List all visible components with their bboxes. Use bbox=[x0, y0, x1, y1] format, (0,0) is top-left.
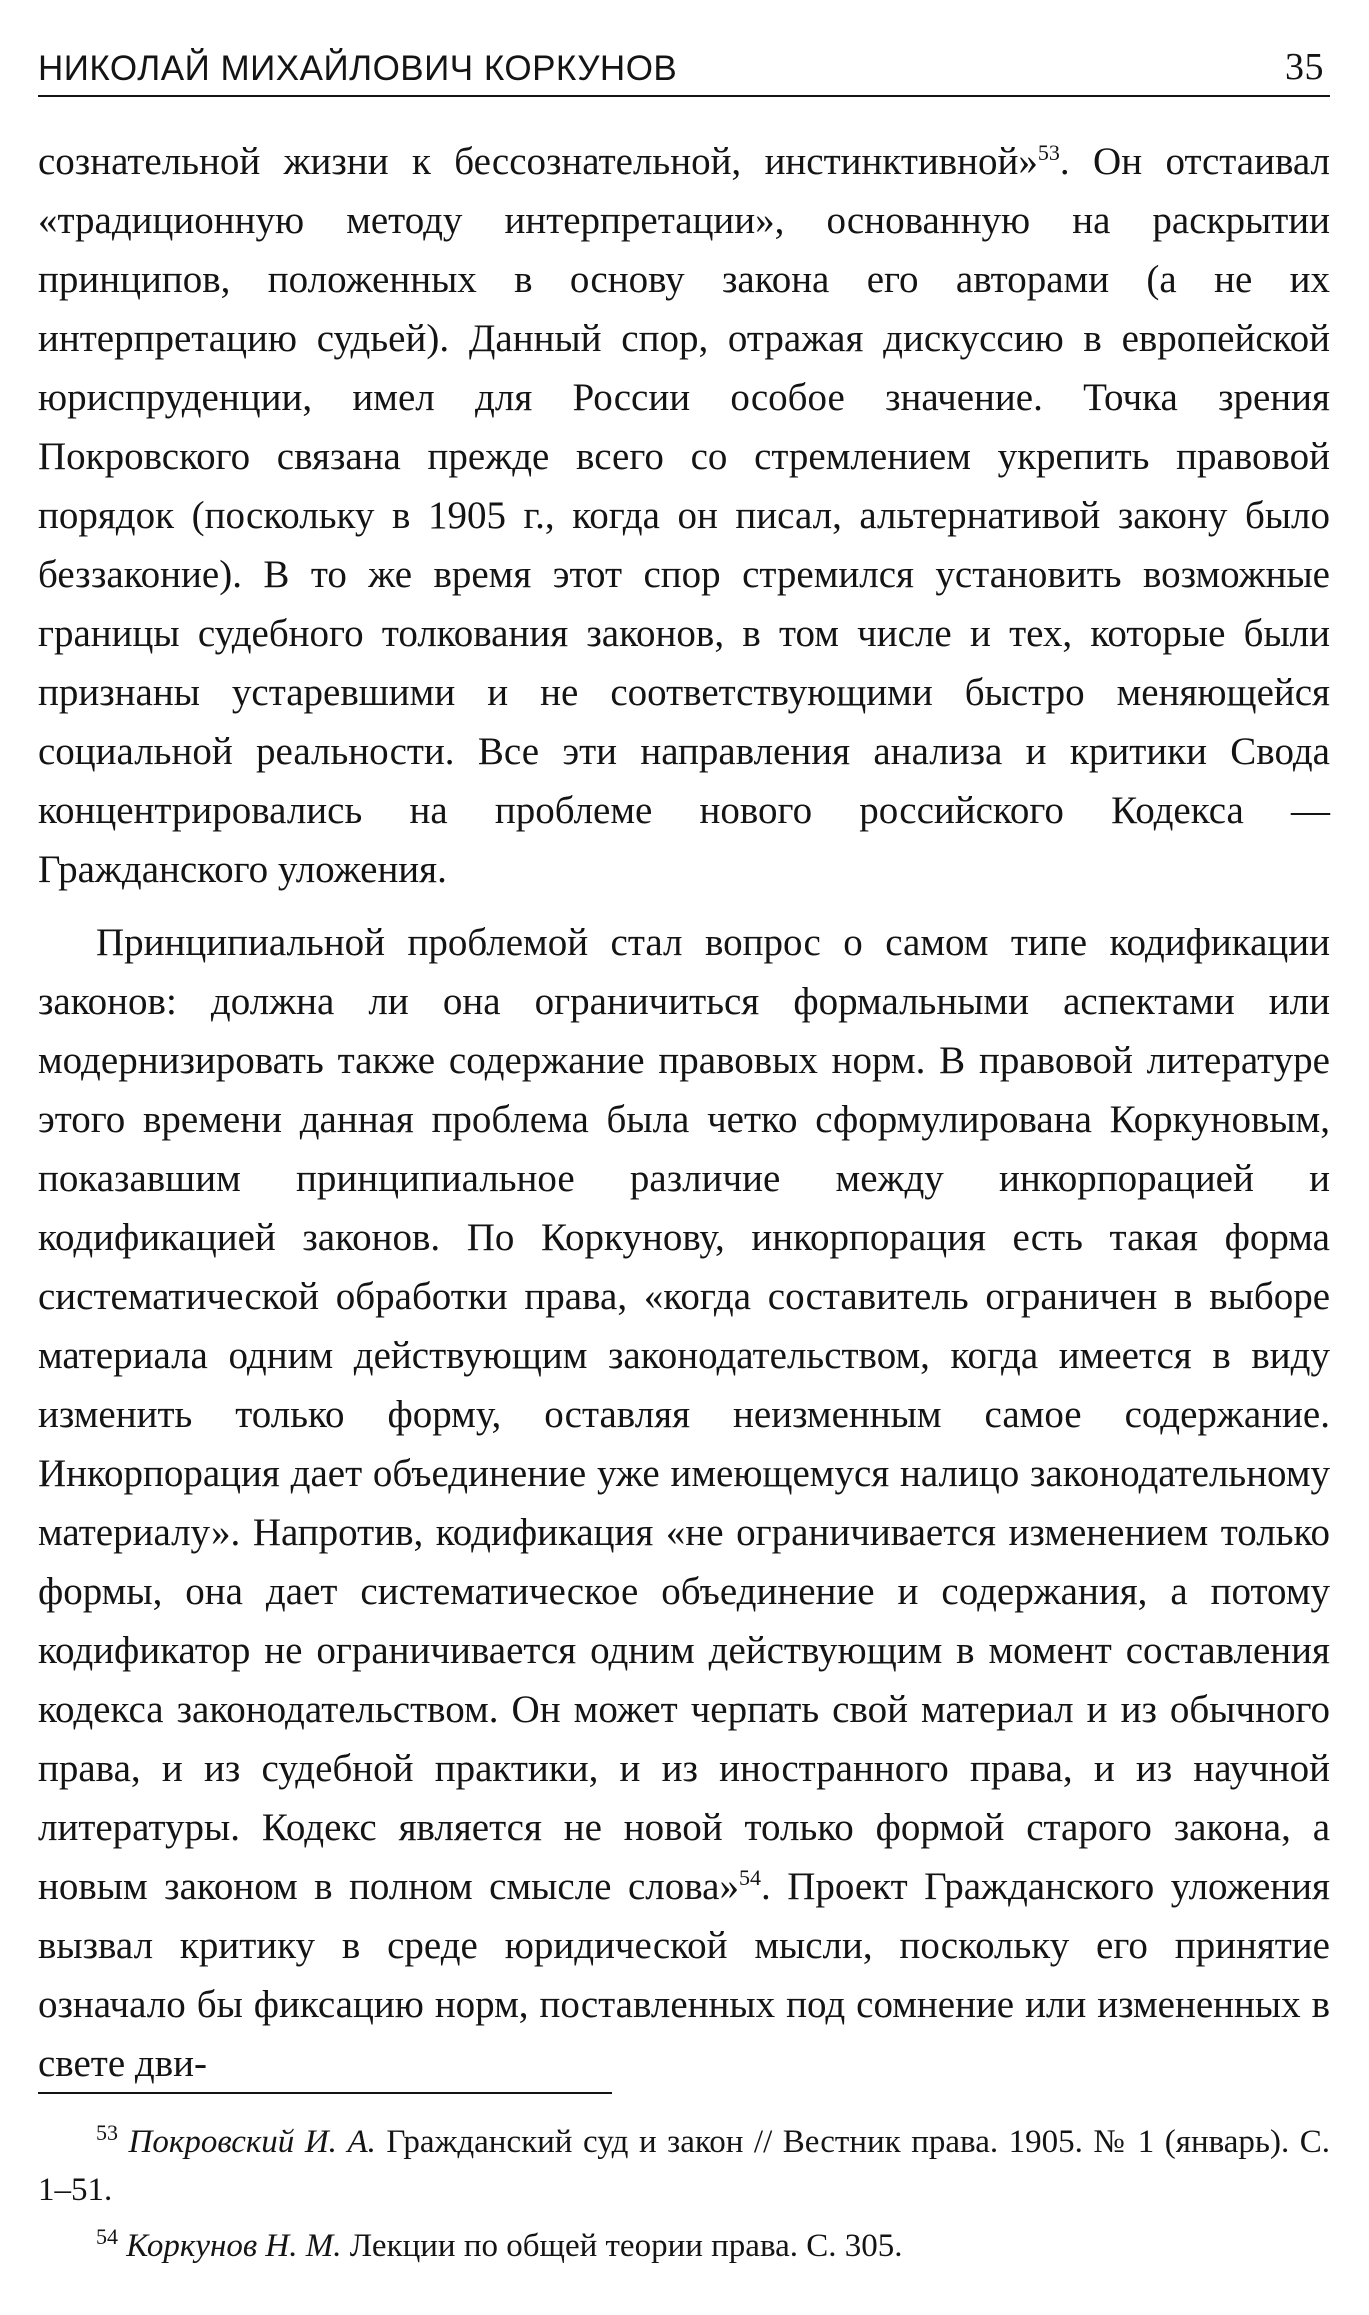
footnote-number: 54 bbox=[96, 2224, 118, 2249]
footnote-author: Покровский И. А. bbox=[128, 2124, 376, 2160]
footnote-author: Коркунов Н. М. bbox=[126, 2228, 342, 2264]
paragraph-1 bbox=[38, 132, 1330, 899]
page-number: 35 bbox=[1285, 46, 1324, 88]
paragraph-1-text-end: . Он отстаивал «традиционную методу интерпретации», основанную на раскрытии принципов, положенных в основу закона его авторами (а не их интерпретацию судьей). Данный спор, отражая дискуссию в европейской юриспруденции, имел для России особое значение. Точка зрения Покровского связана прежде всего со стремлением укрепить правовой порядок (поскольку в 1905 г., когда он писал, альтернативой закону было беззаконие). В то же время этот спор стремился установить возможные границы судебного толкования законов, в том числе и тех, которые были признаны устаревшими и не соответствующими быстро меняющейся социальной реальности. Все эти направления анализа и критики Свода концентрировались на проблеме нового российского Кодекса — Гражданского уложения. bbox=[38, 140, 1330, 891]
paragraph-2 bbox=[38, 913, 1330, 2093]
footnote-text: Гражданский суд и закон // Вестник права. 1905. № 1 (январь). С. 1–51. bbox=[38, 2124, 1331, 2208]
footnote-number: 53 bbox=[96, 2120, 118, 2145]
paragraph-2-text-end: . Проект Гражданского уложения вызвал критику в среде юридической мысли, поскольку его принятие означало бы фиксацию норм, поставленных под сомнение или измененных в свете дви- bbox=[38, 1865, 1330, 2085]
footnotes bbox=[38, 2118, 1330, 2270]
book-page bbox=[38, 0, 1330, 2315]
footnote-53 bbox=[38, 2118, 1330, 2214]
running-head bbox=[38, 30, 1330, 86]
footnote-text: Лекции по общей теории права. С. 305. bbox=[341, 2228, 903, 2264]
footnote-54 bbox=[38, 2222, 1330, 2270]
paragraph-2-text-start: Принципиальной проблемой стал вопрос о самом типе кодификации законов: должна ли она ограничиться формальными аспектами или модернизировать также содержание правовых норм. В правовой литературе этого времени данная проблема была четко сформулирована Коркуновым, показавшим принципиальное различие между инкорпорацией и кодификацией законов. По Коркунову, инкорпорация есть такая форма систематической обработки права, «когда составитель ограничен в выборе материала одним действующим законодательством, когда имеется в виду изменить только форму, оставляя неизменным самое содержание. Инкорпорация дает объединение уже имеющемуся налицо законодательному материалу». Напротив, кодификация «не ограничивается изменением только формы, она дает систематическое объединение и содержания, а потому кодификатор не ограничивается одним действующим в момент составления кодекса законодательством. Он может черпать свой материал и из обычного права, и из судебной практики, и из иностранного права, и из научной литературы. Кодекс является не новой только формой старого закона, а новым законом в полном смысле слова» bbox=[38, 921, 1330, 1908]
body-text bbox=[38, 132, 1330, 2093]
footnote-ref-53[interactable]: 53 bbox=[1037, 140, 1060, 165]
header-rule bbox=[38, 95, 1330, 97]
running-title: НИКОЛАЙ МИХАЙЛОВИЧ КОРКУНОВ bbox=[38, 49, 678, 88]
footnote-ref-54[interactable]: 54 bbox=[738, 1865, 761, 1890]
footnote-separator bbox=[38, 2092, 612, 2094]
paragraph-1-text-start: сознательной жизни к бессознательной, инстинктивной» bbox=[38, 140, 1038, 183]
